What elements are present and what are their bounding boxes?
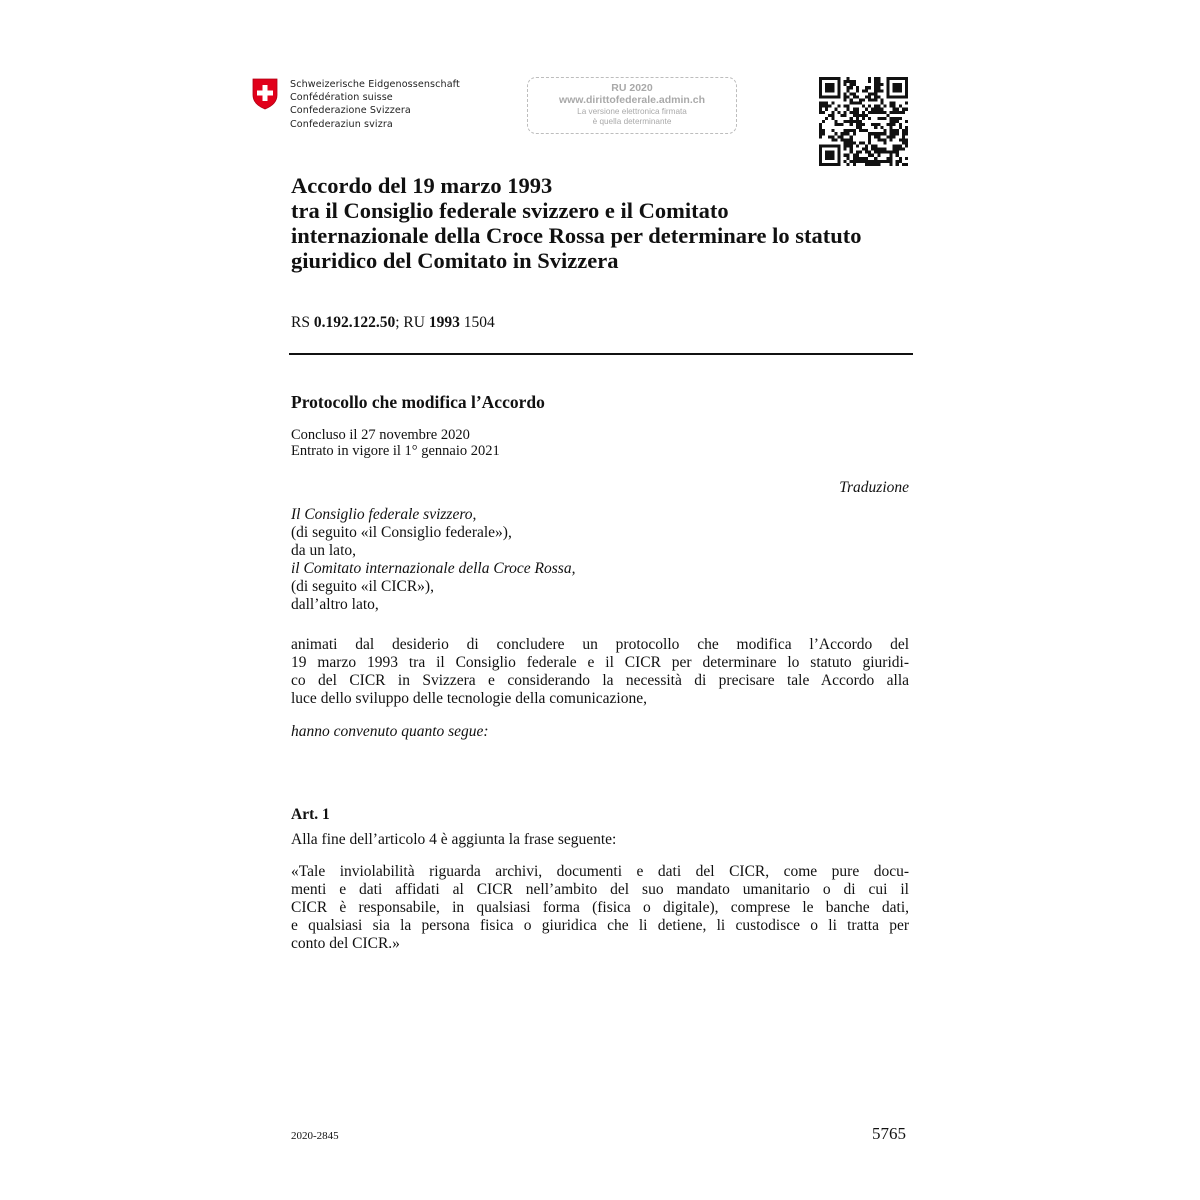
confederation-name-fr: Confédération suisse	[290, 92, 393, 104]
protocol-dates	[291, 428, 500, 459]
rs-prefix: RS	[291, 314, 314, 331]
document-code: 2020-2845	[291, 1130, 339, 1142]
parties-block	[291, 506, 575, 614]
paragraph-line: CICR è responsabile, in qualsiasi forma (fisica o digitale), comprese le banche dati,	[291, 899, 909, 916]
qr-code-icon	[819, 77, 908, 166]
title-line: Accordo del 19 marzo 1993	[291, 173, 553, 198]
paragraph-line: luce dello sviluppo delle tecnologie della comunicazione,	[291, 690, 647, 707]
ru-separator: ; RU	[395, 314, 429, 331]
stamp-note-line-2: è quella determinante	[592, 117, 672, 126]
paragraph-line: co del CICR in Svizzera e considerando la necessità di precisare tale Accordo alla	[291, 672, 909, 689]
reference-numbers	[291, 314, 495, 332]
paragraph-line: 19 marzo 1993 tra il Consiglio federale e il CICR per determinare lo statuto giuridi-	[291, 654, 909, 671]
confederation-names	[290, 78, 460, 131]
ru-page: 1504	[459, 314, 495, 331]
title-line: tra il Consiglio federale svizzero e il Comitato	[291, 198, 729, 223]
concluded-date: Concluso il 27 novembre 2020	[291, 427, 470, 443]
stamp-note-line-1: La versione elettronica firmata	[577, 107, 687, 116]
party-name-icrc: il Comitato internazionale della Croce Rossa,	[291, 560, 576, 577]
confederation-name-de: Schweizerische Eidgenossenschaft	[290, 79, 460, 90]
party-side: da un lato,	[291, 542, 356, 559]
party-alias: (di seguito «il Consiglio federale»),	[291, 524, 512, 541]
ru-year: 1993	[428, 314, 460, 331]
paragraph-line: e qualsiasi sia la persona fisica o giuridica che li detiene, li custodisce o li tratta per	[291, 917, 909, 934]
horizontal-divider	[289, 353, 913, 355]
confederation-name-rm: Confederaziun svizra	[290, 118, 393, 130]
paragraph-line: animati dal desiderio di concludere un protocollo che modifica l’Accordo del	[291, 636, 909, 653]
protocol-subtitle: Protocollo che modifica l’Accordo	[291, 392, 545, 412]
qr-code-modules	[819, 77, 908, 166]
in-force-date: Entrato in vigore il 1° gennaio 2021	[291, 442, 500, 459]
confederation-name-it: Confederazione Svizzera	[290, 105, 411, 117]
title-line: internazionale della Croce Rossa per determinare lo statuto	[291, 223, 862, 248]
title-line: giuridico del Comitato in Svizzera	[291, 248, 619, 273]
article-intro: Alla fine dell’articolo 4 è aggiunta la frase seguente:	[291, 831, 617, 848]
stamp-collection: RU 2020	[611, 82, 653, 94]
stamp-website-link[interactable]: www.dirittofederale.admin.ch	[558, 94, 706, 106]
swiss-cross-icon	[252, 78, 278, 110]
paragraph-line: menti e dati affidati al CICR nell’ambito del suo mandato umanitario o di cui il	[291, 881, 909, 898]
page-number: 5765	[872, 1124, 906, 1143]
party-name-federal-council: Il Consiglio federale svizzero,	[291, 506, 477, 523]
party-alias: (di seguito «il CICR»),	[291, 578, 434, 595]
translation-label: Traduzione	[839, 479, 909, 496]
article-quote-paragraph	[291, 863, 909, 953]
agreed-clause: hanno convenuto quanto segue:	[291, 723, 489, 740]
paragraph-line: conto del CICR.»	[291, 935, 400, 952]
official-compilation-stamp	[527, 77, 737, 134]
preamble-paragraph	[291, 636, 909, 708]
paragraph-line: «Tale inviolabilità riguarda archivi, documenti e dati del CICR, come pure docu-	[291, 863, 909, 880]
article-heading: Art. 1	[291, 806, 330, 823]
rs-number: 0.192.122.50	[313, 314, 396, 331]
party-side: dall’altro lato,	[291, 596, 379, 613]
document-title	[291, 173, 921, 273]
